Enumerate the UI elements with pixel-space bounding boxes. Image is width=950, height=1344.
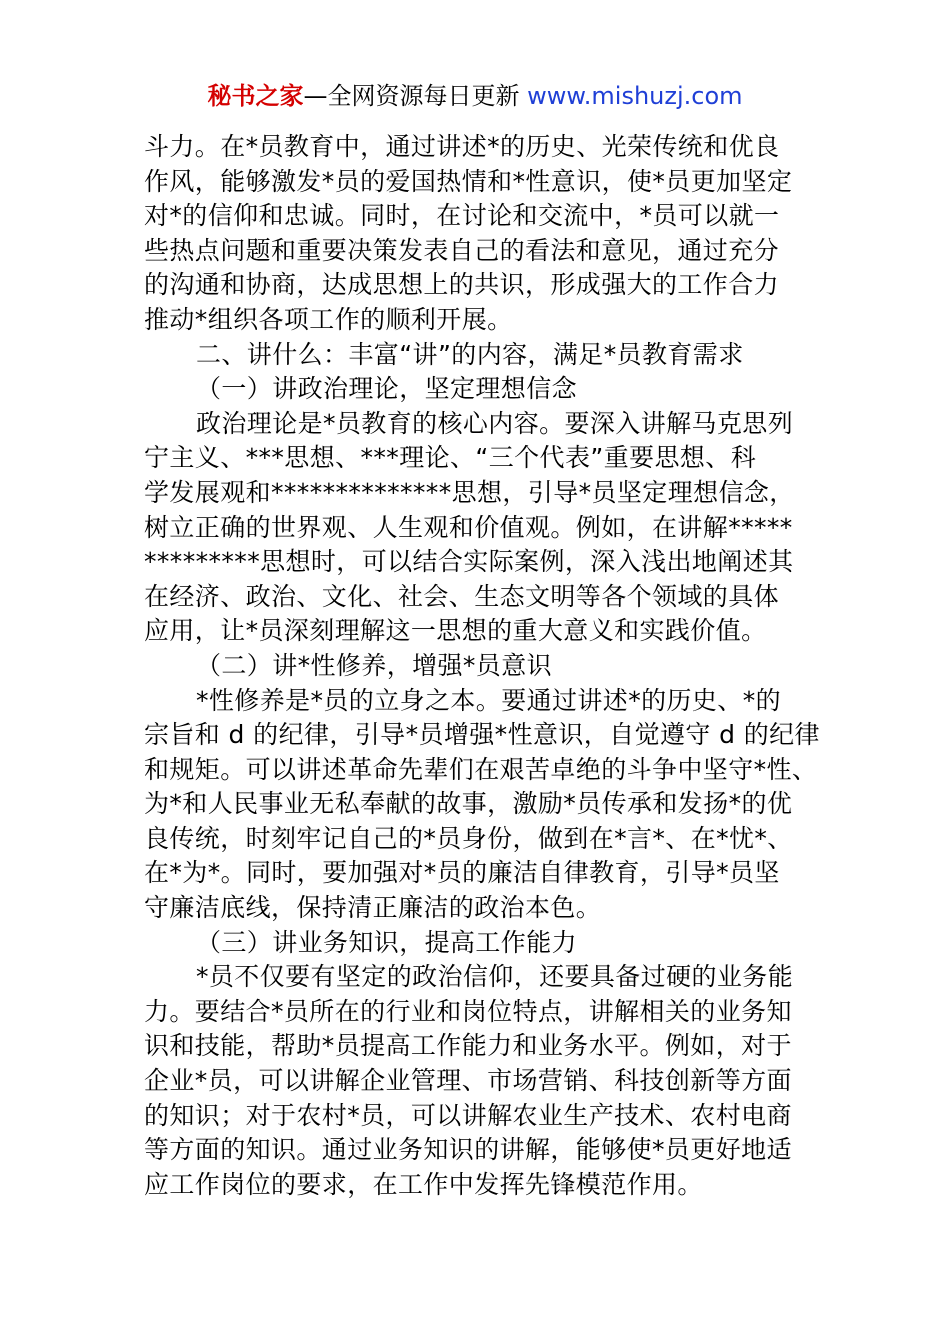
paragraph-line: 企业*员，可以讲解企业管理、市场营销、科技创新等方面: [144, 1066, 792, 1096]
paragraph-line: 等方面的知识。通过业务知识的讲解，能够使*员更好地适: [144, 1135, 792, 1165]
site-header: [0, 80, 950, 112]
paragraph-line: 的沟通和协商，达成思想上的共识，形成强大的工作合力: [144, 270, 780, 300]
paragraph-line: 宁主义、***思想、***理论、“三个代表”重要思想、科: [144, 443, 757, 473]
paragraph-line-indented: *性修养是*员的立身之本。要通过讲述*的历史、*的: [196, 685, 782, 715]
paragraph-line-indented: 二、讲什么：丰富“讲”的内容，满足*员教育需求: [196, 339, 744, 369]
brand-name: 秘书之家: [207, 82, 304, 110]
paragraph-line: 为*和人民事业无私奉献的故事，激励*员传承和发扬*的优: [144, 789, 793, 819]
paragraph-line: 学发展观和**************思想，引导*员坚定理想信念，: [144, 477, 795, 507]
paragraph-line: 和规矩。可以讲述革命先辈们在艰苦卓绝的斗争中坚守*性、: [144, 754, 818, 784]
site-url-link[interactable]: www.mishuzj.com: [527, 82, 743, 110]
paragraph-line: 应工作岗位的要求，在工作中发挥先锋模范作用。: [144, 1169, 703, 1199]
paragraph-line: 守廉洁底线，保持清正廉洁的政治本色。: [144, 893, 602, 923]
header-tagline: —全网资源每日更新: [303, 82, 528, 110]
paragraph-line-indented: （三）讲业务知识，提高工作能力: [196, 927, 578, 957]
paragraph-line: 些热点问题和重要决策发表自己的看法和意见，通过充分: [144, 235, 780, 265]
paragraph-line: 推动*组织各项工作的顺利开展。: [144, 304, 513, 334]
paragraph-line: 对*的信仰和忠诚。同时，在讨论和交流中，*员可以就一: [144, 201, 780, 231]
paragraph-line: 识和技能，帮助*员提高工作能力和业务水平。例如，对于: [144, 1031, 792, 1061]
paragraph-line: 良传统，时刻牢记自己的*员身份，做到在*言*、在*忧*、: [144, 823, 793, 853]
paragraph-line-indented: （一）讲政治理论，坚定理想信念: [196, 374, 578, 404]
document-body: [144, 130, 820, 1202]
paragraph-line: 宗旨和 d 的纪律，引导*员增强*性意识，自觉遵守 d 的纪律: [144, 720, 820, 750]
paragraph-line: 的知识；对于农村*员，可以讲解农业生产技术、农村电商: [144, 1100, 792, 1130]
paragraph-line-indented: *员不仅要有坚定的政治信仰，还要具备过硬的业务能: [196, 962, 794, 992]
paragraph-line: 在*为*。同时，要加强对*员的廉洁自律教育，引导*员坚: [144, 858, 780, 888]
paragraph-line-indented: 政治理论是*员教育的核心内容。要深入讲解马克思列: [196, 408, 794, 438]
paragraph-line: 斗力。在*员教育中，通过讲述*的历史、光荣传统和优良: [144, 132, 780, 161]
paragraph-line: 应用，让*员深刻理解这一思想的重大意义和实践价值。: [144, 616, 767, 646]
paragraph-line-indented: （二）讲*性修养，增强*员意识: [196, 650, 553, 680]
paragraph-line: *********思想时，可以结合实际案例，深入浅出地阐述其: [144, 547, 794, 577]
paragraph-line: 树立正确的世界观、人生观和价值观。例如，在讲解*****: [144, 512, 793, 542]
paragraph-line: 作风，能够激发*员的爱国热情和*性意识，使*员更加坚定: [144, 166, 793, 196]
paragraph-line: 在经济、政治、文化、社会、生态文明等各个领域的具体: [144, 581, 780, 611]
paragraph-line: 力。要结合*员所在的行业和岗位特点，讲解相关的业务知: [144, 996, 792, 1026]
